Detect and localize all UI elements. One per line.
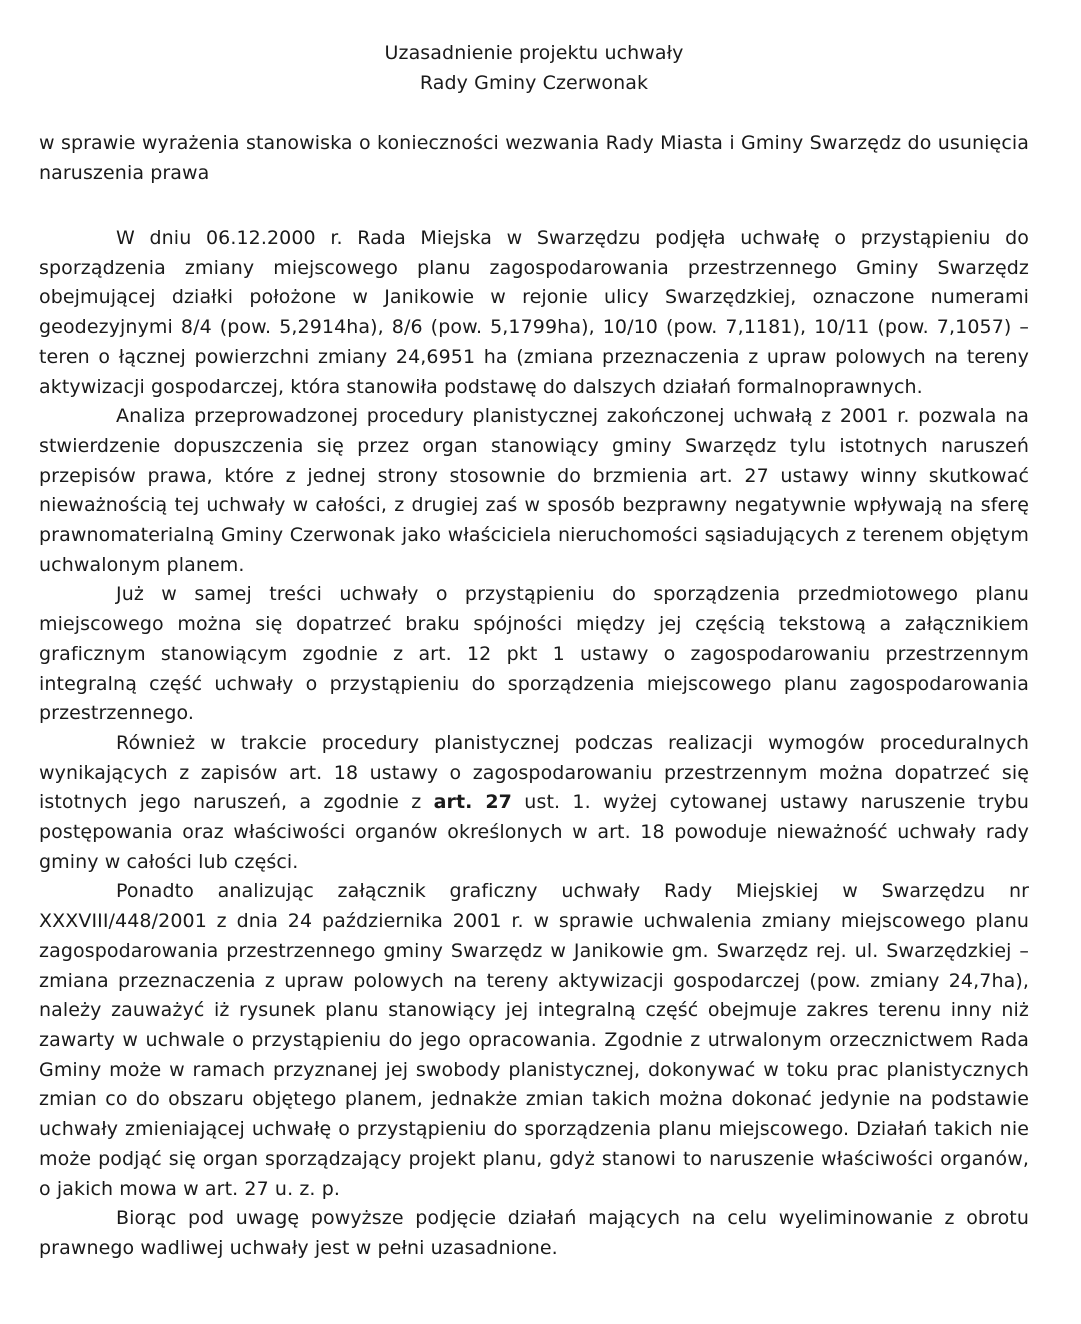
paragraph-4-text-before: Również w trakcie procedury planistycznej podczas realizacji wymogów proceduralnych wynikających z zapisów art. 18 ustawy o zagospodarowaniu przestrzennym można dopatrzeć się istotnych jego naruszeń, a zgodnie z (39, 731, 1029, 814)
paragraph-5: Ponadto analizując załącznik graficzny uchwały Rady Miejskiej w Swarzędzu nr XXXVIII/448/2001 z dnia 24 października 2001 r. w sprawie uchwalenia zmiany miejscowego planu zagospodarowania przestrzennego gminy Swarzędz w Janikowie gm. Swarzędz rej. ul. Swarzędzkiej – zmiana przeznaczenia z upraw polowych na tereny aktywizacji gospodarczej (pow. zmiany 24,7ha), należy zauważyć iż rysunek planu stanowiący jej integralną część obejmuje zakres terenu inny niż zawarty w uchwale o przystąpieniu do jego opracowania. Zgodnie z utrwalonym orzecznictwem Rada Gminy może w ramach przyznanej jej swobody planistycznej, dokonywać w toku prac planistycznych zmian co do obszaru objętego planem, jednakże zmian takich można dokonać jedynie na podstawie uchwały zmieniającej uchwałę o przystąpieniu do sporządzenia planu miejscowego. Działań takich nie może podjąć się organ sporządzający projekt planu, gdyż stanowi to naruszenie właściwości organów, o jakich mowa w art. 27 u. z. p. (39, 880, 1029, 1200)
heading-line-1: Uzasadnienie projektu uchwały (384, 42, 684, 64)
paragraph-4-bold-reference: art. 27 (433, 791, 512, 814)
document-page (39, 38, 1029, 1264)
resolution-subject: w sprawie wyrażenia stanowiska o konieczności wezwania Rady Miasta i Gminy Swarzędz do usunięcia naruszenia prawa (39, 132, 1029, 184)
paragraph-2: Analiza przeprowadzonej procedury planistycznej zakończonej uchwałą z 2001 r. pozwala na stwierdzenie dopuszczenia się przez organ stanowiący gminy Swarzędz tylu istotnych naruszeń przepisów prawa, które z jednej strony stosownie do brzmienia art. 27 ustawy winny skutkować nieważnością tej uchwały w całości, z drugiej zaś w sposób bezprawny negatywnie wpływają na sferę prawnomaterialną Gminy Czerwonak jako właściciela nieruchomości sąsiadujących z terenem objętym uchwalonym planem. (39, 405, 1029, 576)
justification-body (39, 224, 1029, 1264)
paragraph-1: W dniu 06.12.2000 r. Rada Miejska w Swarzędzu podjęła uchwałę o przystąpieniu do sporządzenia zmiany miejscowego planu zagospodarowania przestrzennego Gminy Swarzędz obejmującej działki położone w Janikowie w rejonie ulicy Swarzędzkiej, oznaczone numerami geodezyjnymi 8/4 (pow. 5,2914ha), 8/6 (pow. 5,1799ha), 10/10 (pow. 7,1181), 10/11 (pow. 7,1057) – teren o łącznej powierzchni zmiany 24,6951 ha (zmiana przeznaczenia z upraw polowych na tereny aktywizacji gospodarczej, która stanowiła podstawę do dalszych działań formalnoprawnych. (39, 227, 1029, 398)
paragraph-3: Już w samej treści uchwały o przystąpieniu do sporządzenia przedmiotowego planu miejscowego można się dopatrzeć braku spójności między jej częścią tekstową a załącznikiem graficznym stanowiącym zgodnie z art. 12 pkt 1 ustawy o zagospodarowaniu przestrzennym integralną część uchwały o przystąpieniu do sporządzenia miejscowego planu zagospodarowania przestrzennego. (39, 583, 1029, 725)
paragraph-4 (39, 729, 1029, 878)
paragraph-6: Biorąc pod uwagę powyższe podjęcie działań mających na celu wyeliminowanie z obrotu prawnego wadliwej uchwały jest w pełni uzasadnione. (39, 1207, 1029, 1259)
paragraph-4-text-after: ust. 1. wyżej cytowanej ustawy naruszenie trybu postępowania oraz właściwości organów określonych w art. 18 powoduje nieważność uchwały rady gminy w całości lub części. (39, 791, 1030, 873)
heading-line-2: Rady Gminy Czerwonak (419, 72, 649, 94)
document-heading (39, 38, 1029, 98)
